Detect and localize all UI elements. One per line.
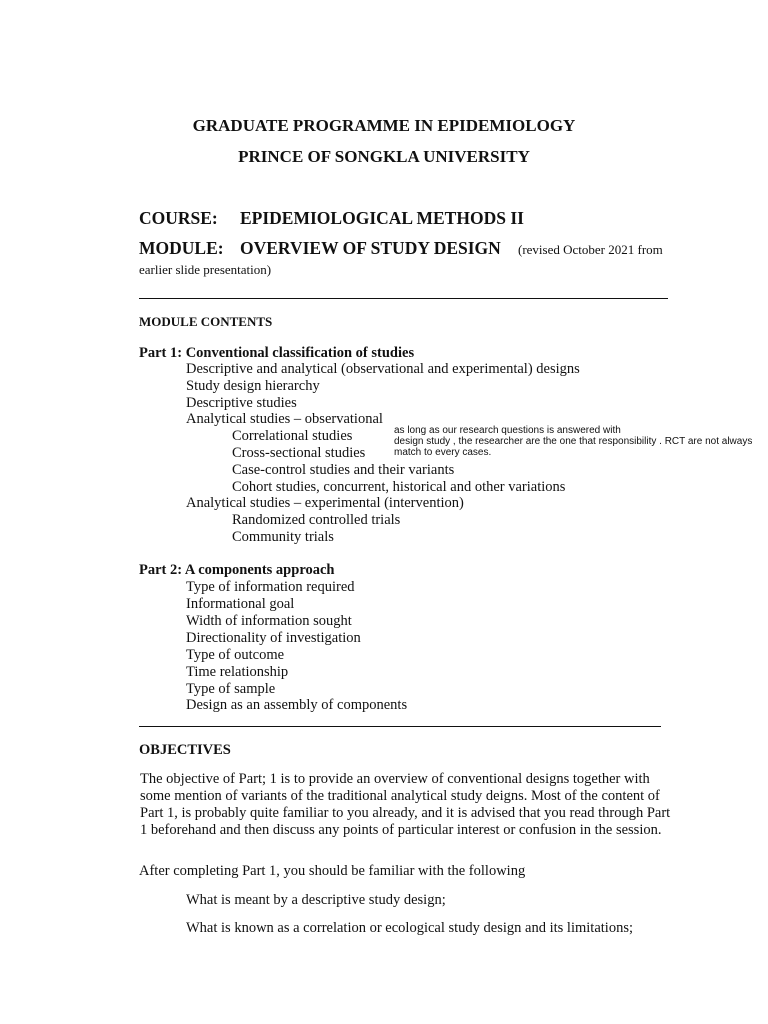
part1-subitem: Correlational studies [232,428,353,444]
objectives-paragraph: The objective of Part; 1 is to provide an overview of conventional designs together with some mention of variants of the traditional analytical study deigns. Most of the content of Part 1, is probably quite familiar to you already, and it is advised that you read through Part 1 beforehand and then discuss any points of particular interest or confusion in the session. [140,771,671,838]
part1-subitem: Randomized controlled trials [232,512,401,528]
module-revision-note-cont: earlier slide presentation) [139,262,272,277]
part1-subitem: Community trials [232,529,334,545]
part1-item: Descriptive and analytical (observational and experimental) designs [186,361,580,377]
objectives-item: What is meant by a descriptive study design; [186,892,446,908]
objectives-intro: After completing Part 1, you should be familiar with the following [139,863,526,879]
university-title: PRINCE OF SONGKLA UNIVERSITY [238,147,530,166]
part1-item: Analytical studies – observational [186,411,383,427]
course-label: COURSE: [139,208,218,228]
programme-title: GRADUATE PROGRAMME IN EPIDEMIOLOGY [192,116,576,135]
module-name: OVERVIEW OF STUDY DESIGN [240,238,501,258]
part1-item: Analytical studies – experimental (intervention) [186,495,464,511]
module-contents-heading: MODULE CONTENTS [139,314,273,329]
part1-subitem: Cross-sectional studies [232,445,366,461]
part2-item: Design as an assembly of components [186,697,408,713]
part2-item: Type of sample [186,681,276,697]
part1-subitem: Cohort studies, concurrent, historical and other variations [232,479,566,495]
objectives-heading: OBJECTIVES [139,742,231,758]
part2-item: Type of outcome [186,647,285,663]
annotation-line: design study , the researcher are the one that responsibility . RCT are not always [394,436,753,447]
part2-item: Width of information sought [186,613,352,629]
divider-bottom [139,726,661,727]
part1-item: Study design hierarchy [186,378,320,394]
part2-item: Informational goal [186,596,295,612]
module-revision-note: (revised October 2021 from [518,242,663,257]
part1-title: Part 1: Conventional classification of studies [139,345,415,361]
module-label: MODULE: [139,238,224,258]
divider-top [139,298,668,299]
part2-item: Time relationship [186,664,289,680]
part1-subitem: Case-control studies and their variants [232,462,455,478]
part1-item: Descriptive studies [186,395,297,411]
course-name: EPIDEMIOLOGICAL METHODS II [240,208,524,228]
objectives-item: What is known as a correlation or ecological study design and its limitations; [186,920,633,936]
annotation-line: match to every cases. [394,447,492,458]
part2-item: Directionality of investigation [186,630,361,646]
annotation-line: as long as our research questions is answered with [394,425,621,436]
part2-item: Type of information required [186,579,355,595]
part2-title: Part 2: A components approach [139,562,335,578]
